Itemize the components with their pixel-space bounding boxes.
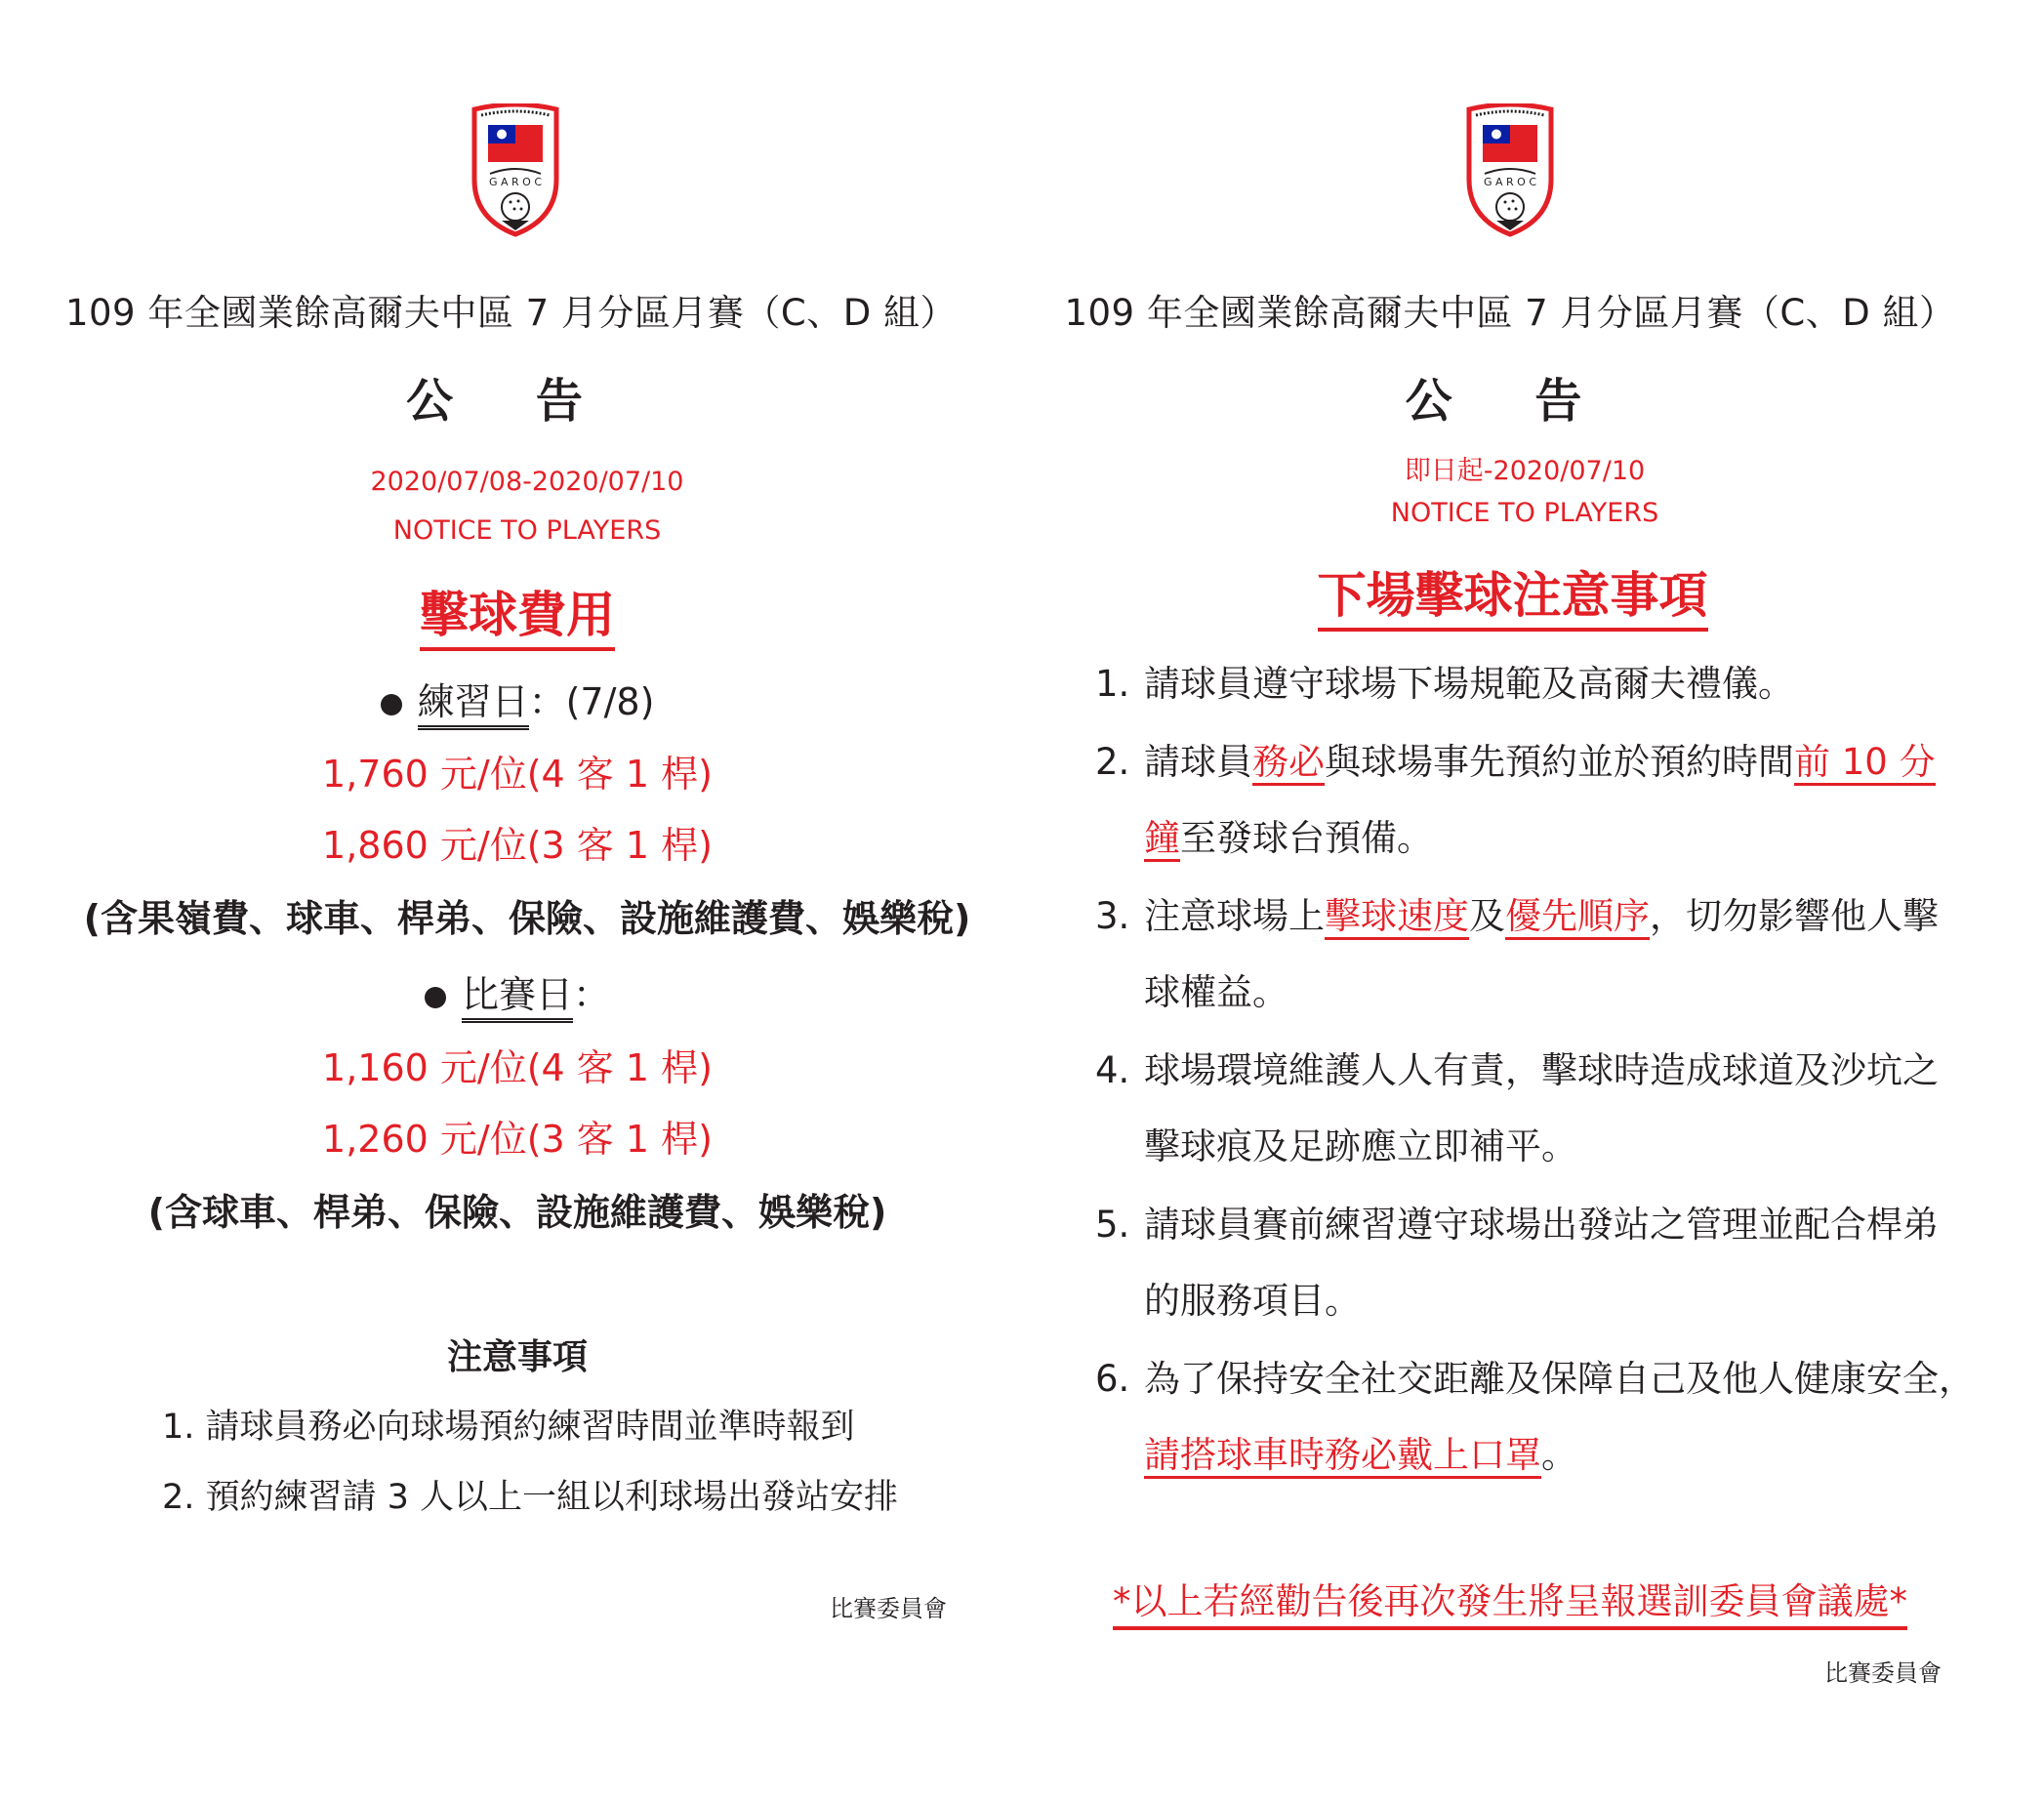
garoc-logo <box>1461 103 1559 240</box>
notes-title: 注意事項 <box>446 1337 588 1377</box>
notice-to-players: NOTICE TO PLAYERS <box>392 515 662 546</box>
svg-text:G A R O C: G A R O C <box>488 176 543 188</box>
bullet-icon <box>425 987 446 1008</box>
match-includes: (含球車、桿弟、保險、設施維護費、娛樂稅) <box>147 1191 887 1234</box>
match-day-label: 比賽日 <box>462 973 573 1023</box>
match-price: 1,160 元/位(4 客 1 桿) <box>322 1046 713 1089</box>
rule-item: 3. 注意球場上擊球速度及優先順序，切勿影響他人擊 <box>1095 886 1939 939</box>
notice-date: 即日起-2020/07/10 <box>1404 456 1646 486</box>
notice-heading: 公 告 <box>1405 374 1615 429</box>
practice-price: 1,760 元/位(4 客 1 桿) <box>322 753 713 796</box>
note-item: 2. 預約練習請 3 人以上一組以利球場出發站安排 <box>162 1478 899 1517</box>
bullet-icon <box>381 694 402 716</box>
match-day-row: 比賽日： <box>0 964 1035 1018</box>
rule-item: 2. 請球員務必與球場事先預約並於預約時間前 10 分 <box>1095 732 1936 785</box>
practice-day-label: 練習日 <box>418 680 529 730</box>
rule-item: 6. 為了保持安全社交距離及保障自己及他人健康安全， <box>1095 1358 1975 1400</box>
fee-heading: 擊球費用 <box>420 587 615 651</box>
garoc-logo <box>467 103 564 240</box>
note-item: 1. 請球員務必向球場預約練習時間並準時報到 <box>162 1408 855 1447</box>
rules-heading: 下場擊球注意事項 <box>1318 567 1708 632</box>
emphasis: 務必 <box>1252 741 1325 786</box>
svg-text:G A R O C: G A R O C <box>1483 176 1537 188</box>
emphasis: 擊球速度 <box>1325 895 1469 940</box>
warning-note: *以上若經勸告後再次發生將呈報選訓委員會議處* <box>1113 1580 1907 1630</box>
rule-item: 4. 球場環境維護人人有責，擊球時造成球道及沙坑之 <box>1095 1049 1939 1091</box>
emphasis: 請搭球車時務必戴上口罩 <box>1144 1434 1541 1479</box>
practice-includes: (含果嶺費、球車、桿弟、保險、設施維護費、娛樂稅) <box>83 897 971 940</box>
notice-to-players: NOTICE TO PLAYERS <box>1390 498 1659 528</box>
match-price: 1,260 元/位(3 客 1 桿) <box>322 1118 713 1161</box>
emphasis: 鐘 <box>1144 817 1180 862</box>
event-title: 109 年全國業餘高爾夫中區 7 月分區月賽（C、D 組） <box>64 292 958 334</box>
committee-signature: 比賽委員會 <box>830 1595 947 1622</box>
notice-date: 2020/07/08-2020/07/10 <box>370 467 684 497</box>
emphasis: 前 10 分 <box>1794 741 1936 786</box>
event-title: 109 年全國業餘高爾夫中區 7 月分區月賽（C、D 組） <box>1064 292 1956 334</box>
notice-heading: 公 告 <box>406 374 616 429</box>
practice-price: 1,860 元/位(3 客 1 桿) <box>322 824 713 867</box>
emphasis: 優先順序 <box>1505 895 1650 940</box>
practice-day-row: 練習日：(7/8) <box>0 672 1035 725</box>
rule-item: 5. 請球員賽前練習遵守球場出發站之管理並配合桿弟 <box>1095 1204 1939 1246</box>
committee-signature: 比賽委員會 <box>1824 1659 1942 1687</box>
rule-item: 1. 請球員遵守球場下場規範及高爾夫禮儀。 <box>1095 663 1794 705</box>
rules-notice-panel: G A R O C 109 年全國業餘高爾夫中區 7 月分區月賽（C、D 組） 公 告 即日起-2020/07/10 NOTICE TO PLAYERS 下場擊球注意事項 1. 請球員遵守球場下場規範及高爾夫禮儀。 2. 請球員務必與球場事先預約並於預約時間前 10 分 鐘至發球台預備。 3. 注意球場上擊球速度及優先順序，切勿影響他人擊 球權益。 4. 球場環境維護人人有責，擊球時造成球道及沙坑之 擊球痕及足跡應立即補平。 5. 請球員賽前練習遵守球場出發站之管理並配合桿弟 的服務項目。 6. 為了保持安全社交距離及保障自己及他人健康安全， 請搭球車時務必戴上口罩。 *以上若經勸告後再次發生將呈報選訓委員會議處* 比賽委員會 <box>1022 0 2044 1800</box>
